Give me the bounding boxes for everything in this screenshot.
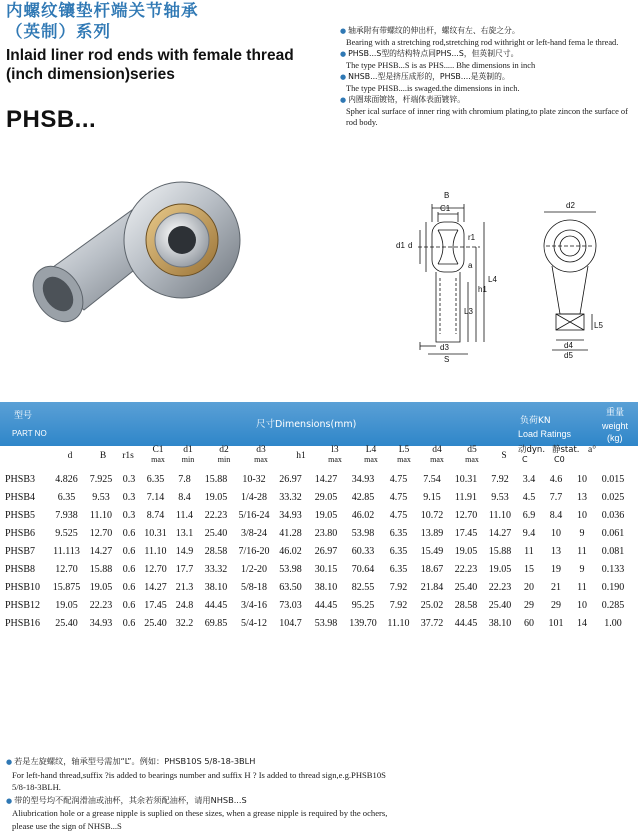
- table-cell: 6.35: [146, 473, 165, 485]
- table-row: [0, 560, 633, 578]
- label-d4: d4: [564, 341, 573, 350]
- col-d4-label: d4: [432, 445, 442, 455]
- col-d2-sub: min: [217, 455, 231, 464]
- table-cell: 29: [524, 599, 534, 611]
- table-cell: 53.98: [314, 617, 338, 629]
- table-cell: 104.7: [279, 617, 302, 629]
- title-cn: [6, 0, 199, 42]
- table-cell: 0.3: [122, 509, 136, 521]
- table-cell: 22.23: [488, 581, 512, 593]
- table-cell: 0.285: [601, 599, 625, 611]
- table-cell: 139.70: [349, 617, 377, 629]
- table-cell: 53.98: [351, 527, 375, 539]
- col-d5: [457, 446, 487, 464]
- table-cell: 1/2-20: [240, 563, 268, 575]
- table-cell: 7.7: [549, 491, 563, 503]
- part-number-cell: PHSB7: [5, 545, 36, 557]
- label-d2: d2: [566, 201, 575, 210]
- label-d5: d5: [564, 351, 573, 360]
- table-cell: 8.4: [178, 491, 191, 503]
- part-number-cell: PHSB3: [5, 473, 36, 485]
- table-row: [0, 542, 633, 560]
- table-cell: 17.7: [175, 563, 194, 575]
- title-en-line1: Inlaid liner rod ends with female thread: [6, 47, 294, 64]
- table-cell: 0.6: [122, 599, 136, 611]
- col-d1-sub: min: [181, 455, 195, 464]
- footer-en: please use the sign of NHSB...S: [12, 820, 122, 831]
- footer-cn: ● 带的型号均不配润滑油或油杯，其余若须配油杯，请用NHSB...S: [6, 794, 636, 808]
- part-number-cell: PHSB16: [5, 617, 41, 629]
- label-h1: h1: [478, 285, 487, 294]
- table-cell: 7.92: [389, 599, 408, 611]
- table-cell: 9: [579, 527, 585, 539]
- col-S: S: [501, 451, 507, 461]
- table-cell: 26.97: [279, 473, 302, 485]
- table-cell: 44.45: [314, 599, 338, 611]
- label-d3: d3: [440, 343, 449, 352]
- table-cell: 19.05: [488, 563, 512, 575]
- table-cell: 21.84: [420, 581, 444, 593]
- label-B: B: [444, 191, 450, 200]
- table-cell: 13: [551, 545, 561, 557]
- table-cell: 21: [551, 581, 561, 593]
- table-row: [0, 524, 633, 542]
- table-cell: 23.80: [314, 527, 338, 539]
- table-cell: 4.75: [389, 491, 408, 503]
- table-cell: 15.88: [488, 545, 512, 557]
- table-cell: 29.05: [314, 491, 338, 503]
- table-cell: 3/8-24: [240, 527, 268, 539]
- table-cell: 11: [577, 545, 587, 557]
- table-cell: 12.70: [55, 563, 78, 575]
- table-cell: 11.4: [175, 509, 194, 521]
- col-d1: [174, 446, 202, 464]
- table-cell: 7.54: [423, 473, 441, 485]
- table-cell: 11.10: [89, 509, 113, 521]
- table-cell: 15.88: [204, 473, 228, 485]
- header-model-cn: 型号: [14, 411, 33, 421]
- table-cell: 19.05: [55, 599, 78, 611]
- table-cell: 0.081: [601, 545, 625, 557]
- table-row: [0, 506, 633, 524]
- table-cell: 11.113: [53, 545, 80, 557]
- table-cell: 0.015: [601, 473, 625, 485]
- col-d4: [422, 446, 452, 464]
- table-cell: 9.15: [423, 491, 441, 503]
- table-cell: 10.31: [144, 527, 167, 539]
- table-cell: 11.10: [144, 545, 167, 557]
- table-cell: 25.40: [204, 527, 228, 539]
- table-cell: 3.4: [522, 473, 536, 485]
- header-model-en: PART NO: [12, 429, 47, 438]
- table-cell: 70.64: [351, 563, 375, 575]
- note-cn: ● 轴承附有带螺纹的伸出杆，螺纹有左、右旋之分。: [340, 25, 636, 37]
- table-cell: 19.05: [204, 491, 228, 503]
- table-cell: 3/4-16: [240, 599, 268, 611]
- table-cell: 10.31: [454, 473, 478, 485]
- col-d5-label: d5: [467, 445, 477, 455]
- dimensions-table: [0, 470, 633, 632]
- col-l3-label: l3: [331, 445, 339, 455]
- table-cell: 33.32: [204, 563, 228, 575]
- col-d5-sub: max: [465, 455, 479, 464]
- table-cell: 28.58: [454, 599, 478, 611]
- title-en: [6, 46, 294, 84]
- part-number-cell: PHSB12: [5, 599, 41, 611]
- table-cell: 0.6: [122, 545, 136, 557]
- table-cell: 10: [577, 473, 587, 485]
- table-cell: 29: [551, 599, 561, 611]
- col-dyn: [518, 446, 552, 464]
- footer-en: For left-hand thread,suffix ?is added to bearings number and suffix H ? Is added to thread sign,e.g.PHSB10S: [12, 769, 386, 780]
- note-cn: ● PHSB...S型的结构特点同PHS...S，但英制尺寸。: [340, 48, 636, 60]
- footer-cn: ● 若是左旋螺纹，轴承型号需加“L”。例如：PHSB10S 5/8-18-3BLH: [6, 755, 636, 769]
- table-cell: 20: [524, 581, 534, 593]
- col-L5: [390, 446, 418, 464]
- table-cell: 46.02: [279, 545, 302, 557]
- model-heading: PHSB...: [6, 106, 97, 133]
- label-d1: d1: [396, 241, 405, 250]
- table-cell: 11: [524, 545, 534, 557]
- header-weight-unit: (kg): [607, 433, 623, 443]
- header-dimensions: 尺寸Dimensions(mm): [256, 419, 357, 430]
- table-cell: 0.6: [122, 563, 136, 575]
- header-load-en: Load Ratings: [518, 429, 572, 439]
- table-cell: 21.3: [175, 581, 194, 593]
- col-d2: [209, 446, 239, 464]
- col-d4-sub: max: [430, 455, 444, 464]
- part-number-cell: PHSB10: [5, 581, 41, 593]
- table-cell: 22.23: [89, 599, 113, 611]
- col-C1-label: C1: [152, 445, 164, 455]
- table-cell: 9.4: [522, 527, 536, 539]
- col-stat-label: 静stat.: [552, 445, 580, 455]
- table-cell: 4.6: [549, 473, 563, 485]
- table-cell: 6.35: [389, 545, 408, 557]
- table-cell: 1/4-28: [240, 491, 268, 503]
- table-cell: 8.4: [549, 509, 563, 521]
- part-number-cell: PHSB5: [5, 509, 36, 521]
- table-cell: 5/8-18: [240, 581, 268, 593]
- table-cell: 14.9: [175, 545, 194, 557]
- col-l3: [320, 446, 350, 464]
- part-number-cell: PHSB6: [5, 527, 36, 539]
- table-cell: 25.40: [454, 581, 478, 593]
- label-S: S: [444, 355, 450, 362]
- table-cell: 9.53: [491, 491, 509, 503]
- table-cell: 19.05: [89, 581, 113, 593]
- table-cell: 14.27: [488, 527, 512, 539]
- table-cell: 34.93: [279, 509, 302, 521]
- table-cell: 13: [577, 491, 587, 503]
- table-cell: 14.27: [144, 581, 167, 593]
- table-cell: 7.92: [389, 581, 408, 593]
- table-cell: 30.15: [314, 563, 338, 575]
- col-d: d: [67, 451, 73, 461]
- table-cell: 82.55: [351, 581, 375, 593]
- table-cell: 60.33: [351, 545, 375, 557]
- table-cell: 11.10: [488, 509, 512, 521]
- table-cell: 22.23: [204, 509, 228, 521]
- table-cell: 6.9: [522, 509, 536, 521]
- table-cell: 25.40: [144, 617, 167, 629]
- col-C1: [143, 446, 173, 464]
- col-d3-sub: max: [254, 455, 268, 464]
- table-cell: 69.85: [204, 617, 228, 629]
- table-cell: 25.40: [55, 617, 78, 629]
- col-d1-label: d1: [183, 445, 193, 455]
- note-en: Bearing with a stretching rod,stretching rod withright or left-hand fema le thread.: [346, 38, 619, 47]
- table-cell: 5/4-12: [240, 617, 268, 629]
- col-d3-label: d3: [256, 445, 266, 455]
- note-en: Spher ical surface of inner ring with chromium plating,to plate zincon the surface of rod body.: [346, 107, 628, 127]
- table-cell: 34.93: [351, 473, 375, 485]
- table-cell: 4.826: [55, 473, 78, 485]
- col-dyn-label: 动dyn.: [518, 445, 546, 455]
- table-header-bar: [0, 402, 638, 446]
- col-L5-sub: max: [397, 455, 411, 464]
- col-L5-label: L5: [398, 445, 410, 455]
- col-d3: [245, 446, 277, 464]
- table-cell: 44.45: [204, 599, 228, 611]
- label-d: d: [408, 241, 413, 250]
- label-r1: r1: [468, 233, 476, 242]
- title-cn-line2: （英制）系列: [6, 22, 111, 41]
- table-cell: 63.50: [279, 581, 302, 593]
- table-cell: 44.45: [454, 617, 478, 629]
- table-cell: 0.133: [601, 563, 625, 575]
- table-cell: 42.85: [351, 491, 375, 503]
- table-cell: 9: [579, 563, 585, 575]
- col-L4: [356, 446, 386, 464]
- table-row: [0, 596, 633, 614]
- table-cell: 34.93: [89, 617, 113, 629]
- label-L3: L3: [464, 307, 473, 316]
- table-cell: 10: [577, 509, 587, 521]
- label-a: a: [468, 261, 473, 270]
- col-d2-label: d2: [219, 445, 229, 455]
- table-row: [0, 578, 633, 596]
- table-cell: 4.5: [522, 491, 536, 503]
- table-cell: 0.3: [122, 491, 136, 503]
- table-cell: 32.2: [175, 617, 194, 629]
- table-cell: 53.98: [279, 563, 302, 575]
- table-cell: 8.74: [146, 509, 165, 521]
- table-body: [0, 470, 633, 632]
- header-load-cn: 负荷KN: [520, 416, 551, 426]
- footer-en: 5/8-18-3BLH.: [12, 782, 61, 792]
- table-cell: 10-32: [242, 473, 266, 485]
- table-cell: 9.525: [55, 527, 78, 539]
- table-cell: 6.35: [389, 527, 408, 539]
- table-cell: 19: [551, 563, 561, 575]
- table-cell: 0.6: [122, 581, 136, 593]
- table-row: [0, 488, 633, 506]
- table-cell: 12.70: [454, 509, 478, 521]
- table-cell: 60: [524, 617, 534, 629]
- table-cell: 41.28: [279, 527, 302, 539]
- table-cell: 11.91: [454, 491, 478, 503]
- label-L5: L5: [594, 321, 603, 330]
- table-cell: 4.75: [389, 473, 408, 485]
- table-cell: 14: [577, 617, 587, 629]
- table-cell: 0.025: [601, 491, 625, 503]
- table-cell: 38.10: [314, 581, 338, 593]
- part-number-cell: PHSB4: [5, 491, 36, 503]
- column-subheaders: [0, 446, 638, 468]
- table-cell: 22.23: [454, 563, 478, 575]
- col-stat: [552, 446, 586, 464]
- header-weight-cn: 重量: [606, 408, 625, 418]
- table-cell: 95.25: [351, 599, 375, 611]
- table-cell: 0.3: [122, 473, 136, 485]
- table-cell: 7.925: [89, 473, 113, 485]
- note-cn: ● 内圈球面镀铬，杆端体表面镀锌。: [340, 94, 636, 106]
- table-cell: 28.58: [204, 545, 228, 557]
- label-L4: L4: [488, 275, 497, 284]
- table-cell: 12.70: [89, 527, 113, 539]
- table-cell: 10: [577, 599, 587, 611]
- table-cell: 15: [524, 563, 534, 575]
- table-cell: 13.89: [420, 527, 444, 539]
- header-weight-en: weight: [602, 421, 629, 431]
- table-cell: 14.27: [314, 473, 338, 485]
- table-cell: 6.35: [57, 491, 76, 503]
- table-cell: 0.036: [601, 509, 625, 521]
- col-C1-sub: max: [151, 455, 165, 464]
- table-cell: 10.72: [420, 509, 444, 521]
- table-cell: 6.35: [389, 563, 408, 575]
- table-cell: 17.45: [144, 599, 167, 611]
- col-B: B: [99, 451, 107, 461]
- table-cell: 15.88: [89, 563, 113, 575]
- label-C1: C1: [440, 204, 451, 213]
- footer-notes: [6, 755, 636, 832]
- title-cn-line1: 内螺纹镶垫杆端关节轴承: [6, 1, 199, 20]
- table-cell: 1.00: [604, 617, 622, 629]
- table-cell: 46.02: [351, 509, 375, 521]
- table-cell: 7.14: [146, 491, 165, 503]
- table-cell: 18.67: [420, 563, 444, 575]
- table-cell: 7.938: [55, 509, 78, 521]
- table-cell: 0.6: [122, 617, 136, 629]
- col-L4-label: L4: [365, 445, 377, 455]
- col-r1s: r1s: [122, 451, 134, 461]
- table-cell: 19.05: [454, 545, 478, 557]
- table-cell: 38.10: [204, 581, 228, 593]
- table-row: [0, 470, 633, 488]
- table-cell: 11: [577, 581, 587, 593]
- col-stat-sub: C0: [554, 455, 565, 464]
- table-cell: 25.40: [488, 599, 512, 611]
- note-en: The type PHSB....is swaged.the dimensions in inch.: [346, 84, 520, 93]
- table-cell: 37.72: [420, 617, 444, 629]
- col-h1: h1: [296, 451, 306, 461]
- part-number-cell: PHSB8: [5, 563, 36, 575]
- front-view-drawing: [530, 200, 620, 360]
- table-cell: 5/16-24: [238, 509, 270, 521]
- table-cell: 14.27: [89, 545, 113, 557]
- table-cell: 12.70: [144, 563, 167, 575]
- table-cell: 4.75: [389, 509, 408, 521]
- table-cell: 13.1: [175, 527, 194, 539]
- table-cell: 0.061: [601, 527, 625, 539]
- table-cell: 26.97: [314, 545, 338, 557]
- table-cell: 19.05: [314, 509, 338, 521]
- table-cell: 25.02: [420, 599, 444, 611]
- table-cell: 17.45: [454, 527, 478, 539]
- table-cell: 101: [548, 617, 564, 629]
- table-row: [0, 614, 633, 632]
- table-cell: 7/16-20: [238, 545, 270, 557]
- footer-en: Aliubrication hole or a grease nipple is suplied on these sizes, when a grease nipple is required by the ochers,: [12, 808, 388, 818]
- col-l3-sub: max: [328, 455, 342, 464]
- table-cell: 0.190: [601, 581, 625, 593]
- table-cell: 73.03: [279, 599, 302, 611]
- table-cell: 7.8: [178, 473, 191, 485]
- title-en-line2: (inch dimension)series: [6, 66, 175, 83]
- table-cell: 0.6: [122, 527, 136, 539]
- table-cell: 7.92: [491, 473, 509, 485]
- feature-notes: [340, 25, 636, 128]
- table-cell: 24.8: [175, 599, 194, 611]
- col-dyn-sub: C: [522, 455, 528, 464]
- table-cell: 9.53: [92, 491, 110, 503]
- col-L4-sub: max: [364, 455, 378, 464]
- rod-end-photo: [22, 170, 252, 350]
- note-en: The type PHSB...S is as PHS..... Bhe dimensions in inch: [346, 61, 536, 70]
- table-cell: 33.32: [279, 491, 302, 503]
- col-a: a°: [587, 445, 596, 455]
- table-cell: 15.875: [52, 581, 81, 593]
- table-cell: 38.10: [488, 617, 512, 629]
- table-cell: 11.10: [387, 617, 410, 629]
- table-cell: 15.49: [420, 545, 444, 557]
- table-cell: 10: [551, 527, 561, 539]
- note-cn: ● NHSB...型是挤压成形的，PHSB....是英制的。: [340, 71, 636, 83]
- side-view-drawing: [388, 182, 498, 362]
